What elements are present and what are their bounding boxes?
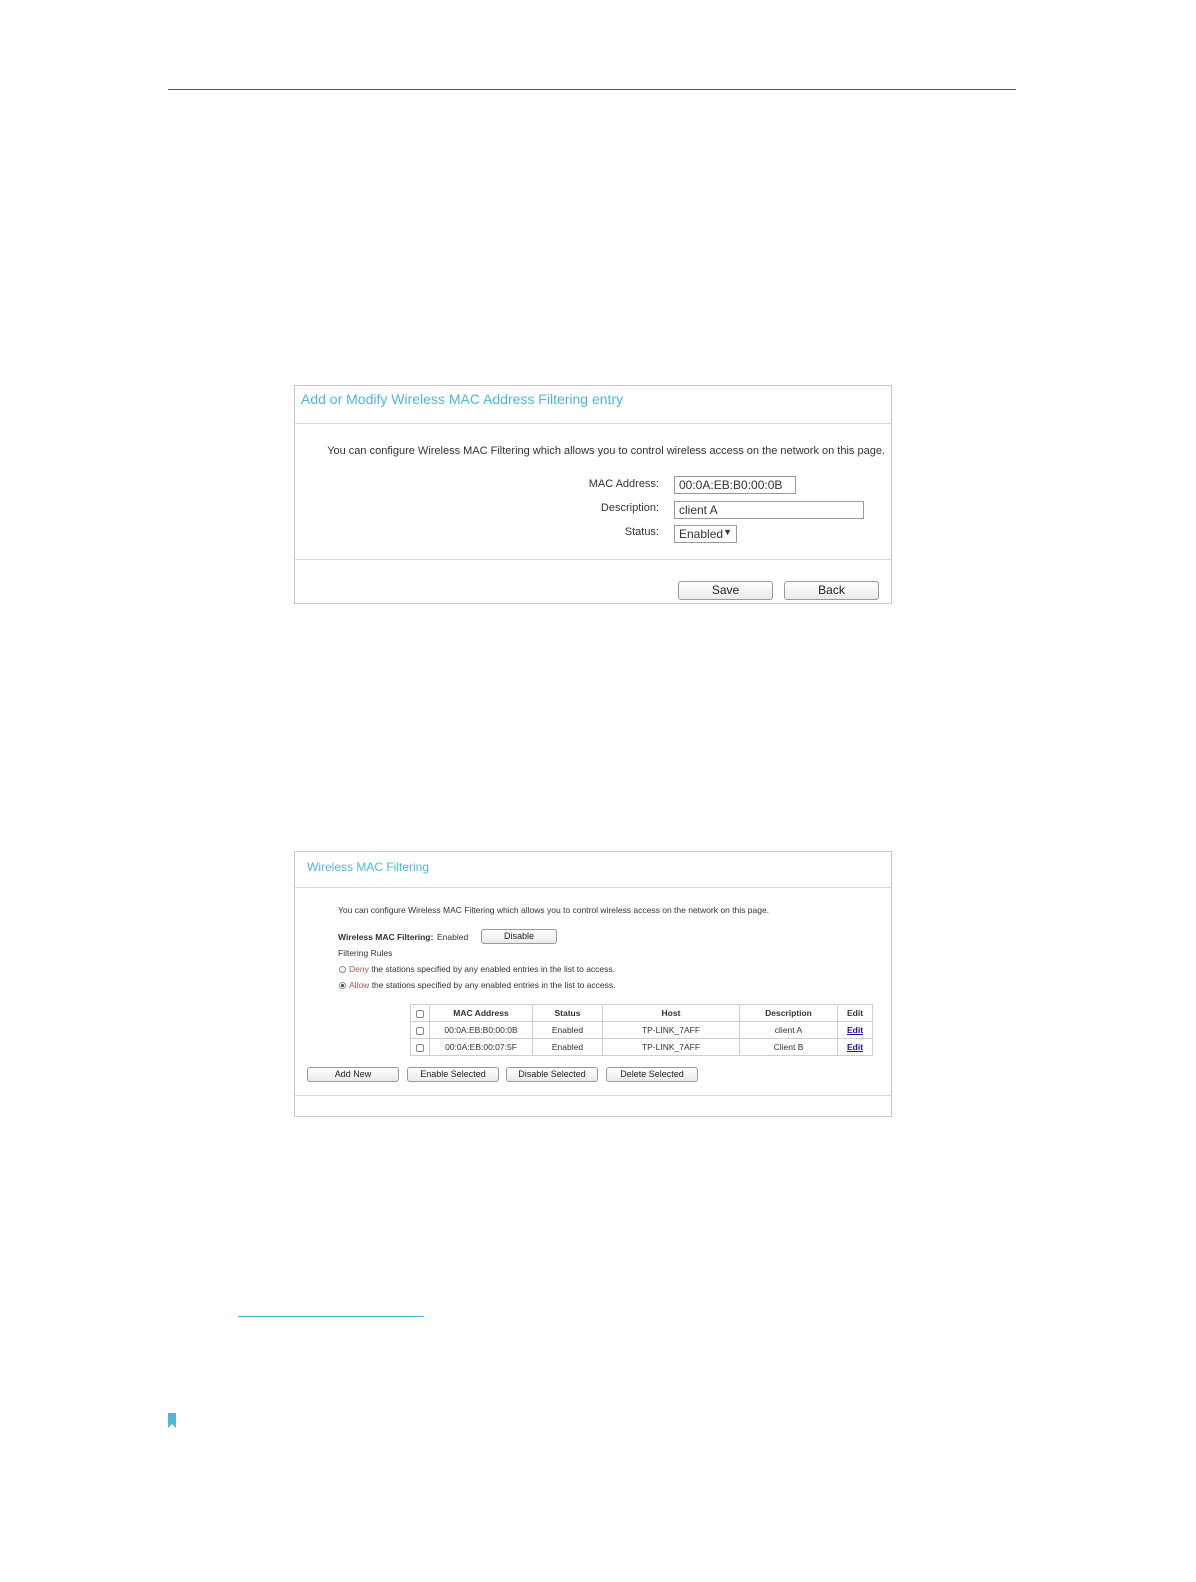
bookmark-icon xyxy=(168,1413,176,1428)
row-checkbox[interactable] xyxy=(416,1044,424,1052)
edit-link[interactable]: Edit xyxy=(846,1025,864,1035)
row-select-cell xyxy=(411,1039,430,1056)
panel-intro-text: You can configure Wireless MAC Filtering which allows you to control wireless access on the network on this page. xyxy=(327,445,885,457)
wireless-mac-filtering-panel xyxy=(294,851,892,1117)
status-label: Status: xyxy=(624,526,659,538)
row-select-cell xyxy=(411,1022,430,1039)
panel-title: Wireless MAC Filtering xyxy=(307,860,430,874)
row-status: Enabled xyxy=(533,1039,603,1056)
row-status: Enabled xyxy=(533,1022,603,1039)
allow-rule-option[interactable] xyxy=(339,980,616,990)
add-new-button[interactable]: Add New xyxy=(307,1067,399,1082)
save-button[interactable]: Save xyxy=(678,581,773,600)
enable-selected-button[interactable]: Enable Selected xyxy=(407,1067,499,1082)
row-host: TP-LINK_7AFF xyxy=(603,1022,740,1039)
row-host: TP-LINK_7AFF xyxy=(603,1039,740,1056)
table-header-row xyxy=(411,1005,873,1022)
mac-filtering-status: Enabled xyxy=(437,932,469,942)
row-checkbox[interactable] xyxy=(416,1027,424,1035)
row-mac-address: 00:0A:EB:B0:00:0B xyxy=(430,1022,533,1039)
deny-rule-option[interactable] xyxy=(339,964,615,974)
table-row xyxy=(411,1022,873,1039)
mac-filter-table xyxy=(410,1004,873,1056)
allow-radio[interactable] xyxy=(339,982,346,989)
disable-filtering-button[interactable]: Disable xyxy=(481,929,557,944)
row-edit-cell xyxy=(838,1039,873,1056)
divider xyxy=(295,423,891,424)
edit-link[interactable]: Edit xyxy=(846,1042,864,1052)
header-description: Description xyxy=(740,1005,838,1022)
link-underline[interactable] xyxy=(238,1316,424,1317)
header-edit: Edit xyxy=(838,1005,873,1022)
panel-intro-text: You can configure Wireless MAC Filtering which allows you to control wireless access on the network on this page. xyxy=(338,905,770,915)
header-host: Host xyxy=(603,1005,740,1022)
status-select[interactable] xyxy=(674,525,737,543)
back-button[interactable]: Back xyxy=(784,581,879,600)
status-select-value: Enabled xyxy=(679,527,724,541)
add-modify-mac-entry-panel xyxy=(294,385,892,604)
select-all-checkbox[interactable] xyxy=(416,1010,424,1018)
row-description: client A xyxy=(740,1022,838,1039)
description-input[interactable] xyxy=(674,501,864,519)
page-header-rule xyxy=(168,89,1016,90)
divider xyxy=(295,559,891,560)
row-edit-cell xyxy=(838,1022,873,1039)
table-row xyxy=(411,1039,873,1056)
row-description: Client B xyxy=(740,1039,838,1056)
deny-radio[interactable] xyxy=(339,966,346,973)
mac-address-label: MAC Address: xyxy=(588,478,659,490)
disable-selected-button[interactable]: Disable Selected xyxy=(506,1067,598,1082)
mac-address-input[interactable] xyxy=(674,476,796,494)
header-status: Status xyxy=(533,1005,603,1022)
allow-word: Allow xyxy=(349,980,370,990)
delete-selected-button[interactable]: Delete Selected xyxy=(606,1067,698,1082)
description-label: Description: xyxy=(600,502,659,514)
row-mac-address: 00:0A:EB:00:07:5F xyxy=(430,1039,533,1056)
deny-word: Deny xyxy=(349,964,369,974)
divider xyxy=(295,887,891,888)
header-mac-address: MAC Address xyxy=(430,1005,533,1022)
panel-title: Add or Modify Wireless MAC Address Filtering entry xyxy=(301,391,624,407)
deny-rule-text: the stations specified by any enabled entries in the list to access. xyxy=(371,964,616,974)
mac-filtering-label: Wireless MAC Filtering: xyxy=(338,932,434,942)
select-all-cell xyxy=(411,1005,430,1022)
allow-rule-text: the stations specified by any enabled entries in the list to access. xyxy=(371,980,616,990)
chevron-down-icon: ▼ xyxy=(723,527,732,537)
filtering-rules-label: Filtering Rules xyxy=(338,948,393,958)
divider xyxy=(295,1095,891,1096)
